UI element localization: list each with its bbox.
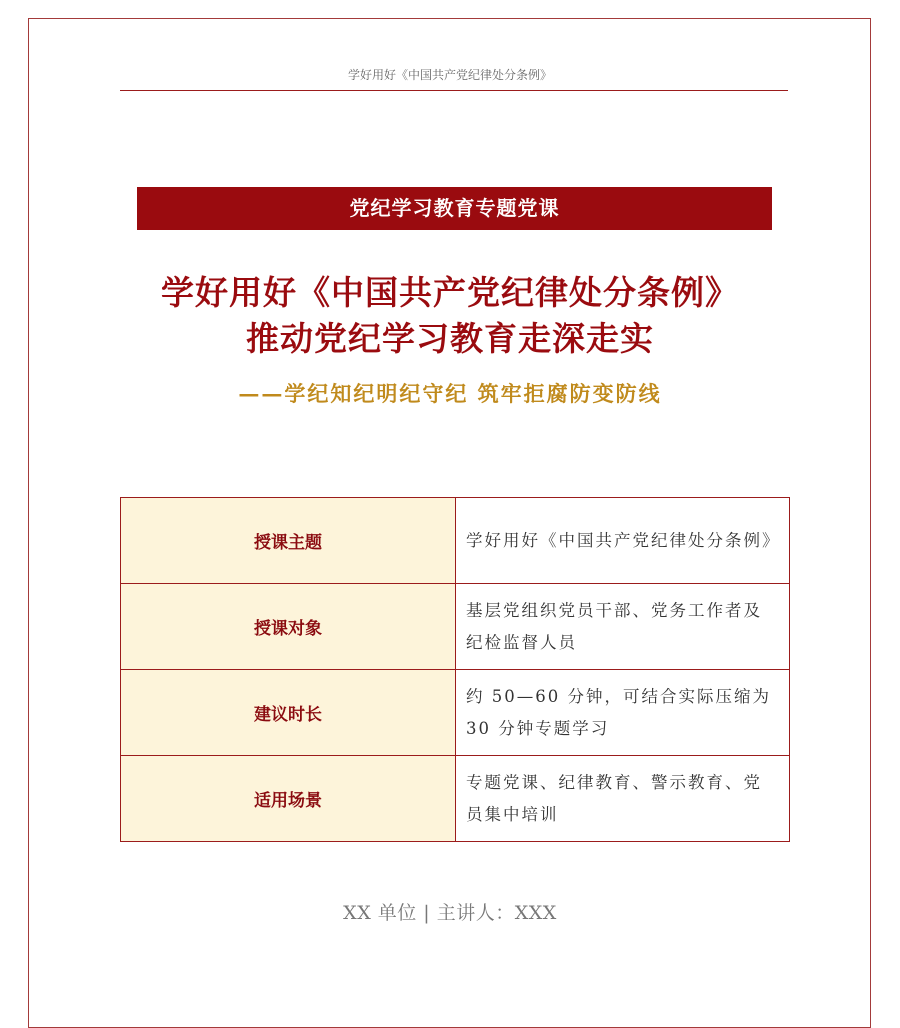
header-rule [120,90,788,91]
row-value: 学好用好《中国共产党纪律处分条例》 [456,498,790,584]
row-value: 专题党课、纪律教育、警示教育、党员集中培训 [456,756,790,842]
running-header: 学好用好《中国共产党纪律处分条例》 [347,68,552,82]
row-label: 建议时长 [121,670,456,756]
row-value: 约 50—60 分钟，可结合实际压缩为 30 分钟专题学习 [456,670,790,756]
row-value: 基层党组织党员干部、党务工作者及纪检监督人员 [456,584,790,670]
table-row [121,670,790,756]
info-table [120,497,790,842]
table-row [121,584,790,670]
row-label: 授课主题 [121,498,456,584]
subtitle: ——学纪知纪明纪守纪 筑牢拒腐防变防线 [238,381,662,406]
table-row [121,756,790,842]
banner: 党纪学习教育专题党课 [137,187,772,230]
row-label: 授课对象 [121,584,456,670]
title-line-2: 推动党纪学习教育走深走实 [246,319,654,358]
page-title [0,270,900,362]
table-row [121,498,790,584]
row-label: 适用场景 [121,756,456,842]
footer-presenter-line: XX 单位 | 主讲人：XXX [343,902,557,924]
title-line-1: 学好用好《中国共产党纪律处分条例》 [161,273,739,312]
